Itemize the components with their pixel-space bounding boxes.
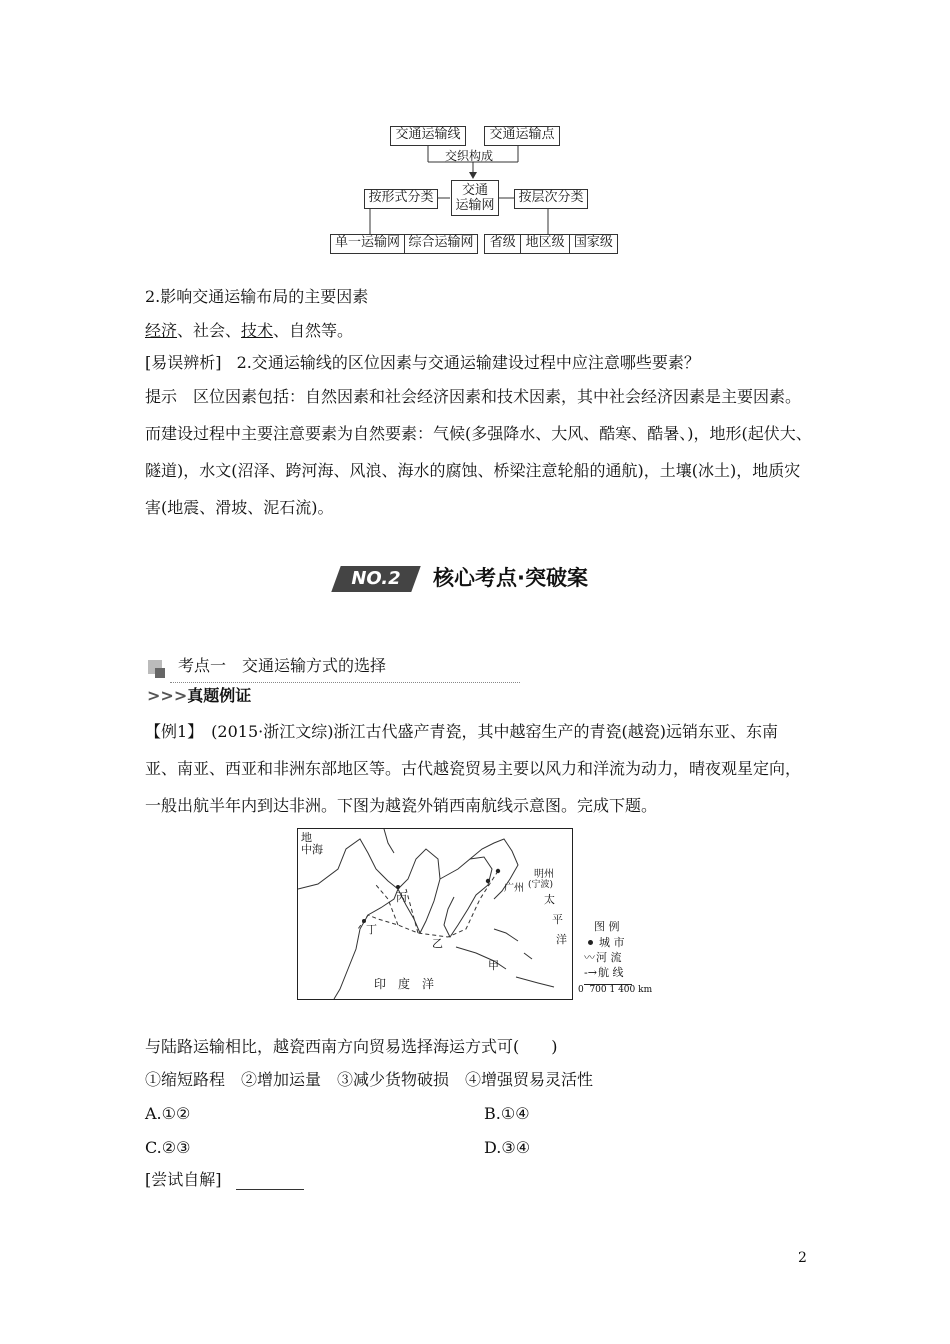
map-label-ningbo: (宁波) (528, 880, 554, 890)
option-c[interactable]: C.②③ (145, 1138, 191, 1157)
section2-factors (145, 321, 815, 341)
factor-rest: 、自然等。 (273, 321, 354, 340)
example-line: 亚、南亚、西亚和非洲东部地区等。古代越瓷贸易主要以风力和洋流为动力，晴夜观星定向， (145, 759, 802, 778)
map-drawing (298, 829, 572, 999)
diagram-box-by-level: 按层次分类 (514, 189, 588, 209)
try-answer-row (145, 1170, 304, 1190)
analysis-line: 而建设过程中主要注意要素为自然要素：气候(多强降水、大风、酷寒、酷暑、)，地形(起伏大、 (145, 424, 812, 443)
diagram-center-line1: 交通 (461, 183, 488, 198)
legend-route (584, 965, 664, 980)
answer-blank[interactable] (236, 1173, 304, 1190)
factor-technology: 技术 (241, 321, 274, 340)
map-label-bing: 丙 (396, 891, 407, 904)
analysis-question: 2.交通运输线的区位因素与交通运输建设过程中应注意哪些要素？ (236, 353, 700, 372)
legend-title: 图 例 (594, 920, 620, 933)
map-label-pacific: 洋 (556, 933, 567, 946)
section2-heading: 2.影响交通运输布局的主要因素 (145, 287, 369, 306)
route-icon: -→ (584, 966, 597, 979)
diagram-center-line2: 运输网 (455, 198, 495, 213)
diagram-box-points: 交通运输点 (484, 126, 560, 146)
topic-divider (170, 682, 520, 683)
map-label-yi: 乙 (432, 937, 443, 950)
legend-river-label: 河 流 (596, 951, 622, 964)
question-stem: 与陆路运输相比，越瓷西南方向贸易选择海运方式可( ) (145, 1037, 558, 1056)
legend-scale: 0 700 1 400 km (578, 985, 653, 995)
topic-title: 考点一 交通运输方式的选择 (178, 656, 387, 675)
map-label-jia: 甲 (488, 959, 499, 972)
diagram-center-node (451, 180, 499, 216)
option-a[interactable]: A.①② (145, 1104, 191, 1123)
topic-marker-icon-inner (155, 668, 165, 678)
analysis-label: [易误辨析] (145, 353, 222, 372)
diagram-connector-label: 交织构成 (445, 149, 494, 163)
diagram-box-lines: 交通运输线 (390, 126, 466, 146)
map-label-guangzhou: 广州 (504, 883, 524, 894)
section-title: 核心考点·突破案 (433, 566, 588, 590)
diagram-leaf-single: 单一运输网 (331, 235, 405, 253)
diagram-leaf-province: 省级 (485, 235, 521, 253)
question-options-line: ①缩短路程 ②增加运量 ③减少货物破损 ④增强贸易灵活性 (145, 1070, 594, 1089)
try-label: [尝试自解] (145, 1170, 222, 1189)
route-map (297, 828, 573, 1000)
section-number-text: NO.2 (351, 568, 401, 589)
example-line: 一般出航半年内到达非洲。下图为越瓷外销西南航线示意图。完成下题。 (145, 796, 658, 815)
subtitle-text: 真题例证 (187, 686, 252, 705)
legend-city (584, 935, 664, 950)
map-label-pacific: 平 (552, 913, 563, 926)
map-label-indian-ocean: 印 度 洋 (374, 977, 435, 991)
option-b[interactable]: B.①④ (484, 1104, 530, 1123)
legend-river (584, 950, 664, 965)
example-line: 【例1】 (2015·浙江文综)浙江古代盛产青瓷，其中越窑生产的青瓷(越瓷)远销东亚、东南 (145, 722, 778, 741)
diagram-box-form-leaves (330, 234, 478, 254)
legend-route-label: 航 线 (598, 966, 624, 979)
map-label-pacific: 太 (544, 893, 555, 906)
section-number-tag (331, 566, 420, 592)
option-d[interactable]: D.③④ (484, 1138, 531, 1157)
diagram-box-level-leaves (484, 234, 618, 254)
analysis-line: 隧道)，水文(沼泽、跨河海、风浪、海水的腐蚀、桥梁注意轮船的通航)，土壤(冰土)，地质灾 (145, 461, 801, 480)
analysis-line: 提示 区位因素包括：自然因素和社会经济因素和技术因素，其中社会经济因素是主要因素。 (145, 387, 802, 406)
subtitle-arrows: >>> (147, 686, 188, 705)
city-icon (588, 940, 593, 945)
analysis-line: 害(地震、滑坡、泥石流)。 (145, 498, 334, 517)
map-label-ding: 丁 (366, 923, 377, 936)
diagram-leaf-nation: 国家级 (573, 235, 613, 250)
factor-economy: 经济 (145, 321, 178, 340)
page-number: 2 (798, 1250, 807, 1266)
topic-subtitle (147, 686, 251, 706)
diagram-leaf-region: 地区级 (521, 235, 569, 253)
map-label-mediterranean: 地 中海 (301, 831, 323, 856)
diagram-box-by-form: 按形式分类 (364, 189, 438, 209)
legend-city-label: 城 市 (599, 936, 625, 949)
map-label-mingzhou: 明州 (534, 869, 554, 880)
river-icon: 〰 (584, 951, 595, 964)
analysis-question-line (145, 353, 815, 373)
factor-sep: 、社会、 (177, 321, 242, 340)
map-legend (578, 920, 664, 996)
diagram-leaf-integrated: 综合运输网 (408, 235, 474, 250)
